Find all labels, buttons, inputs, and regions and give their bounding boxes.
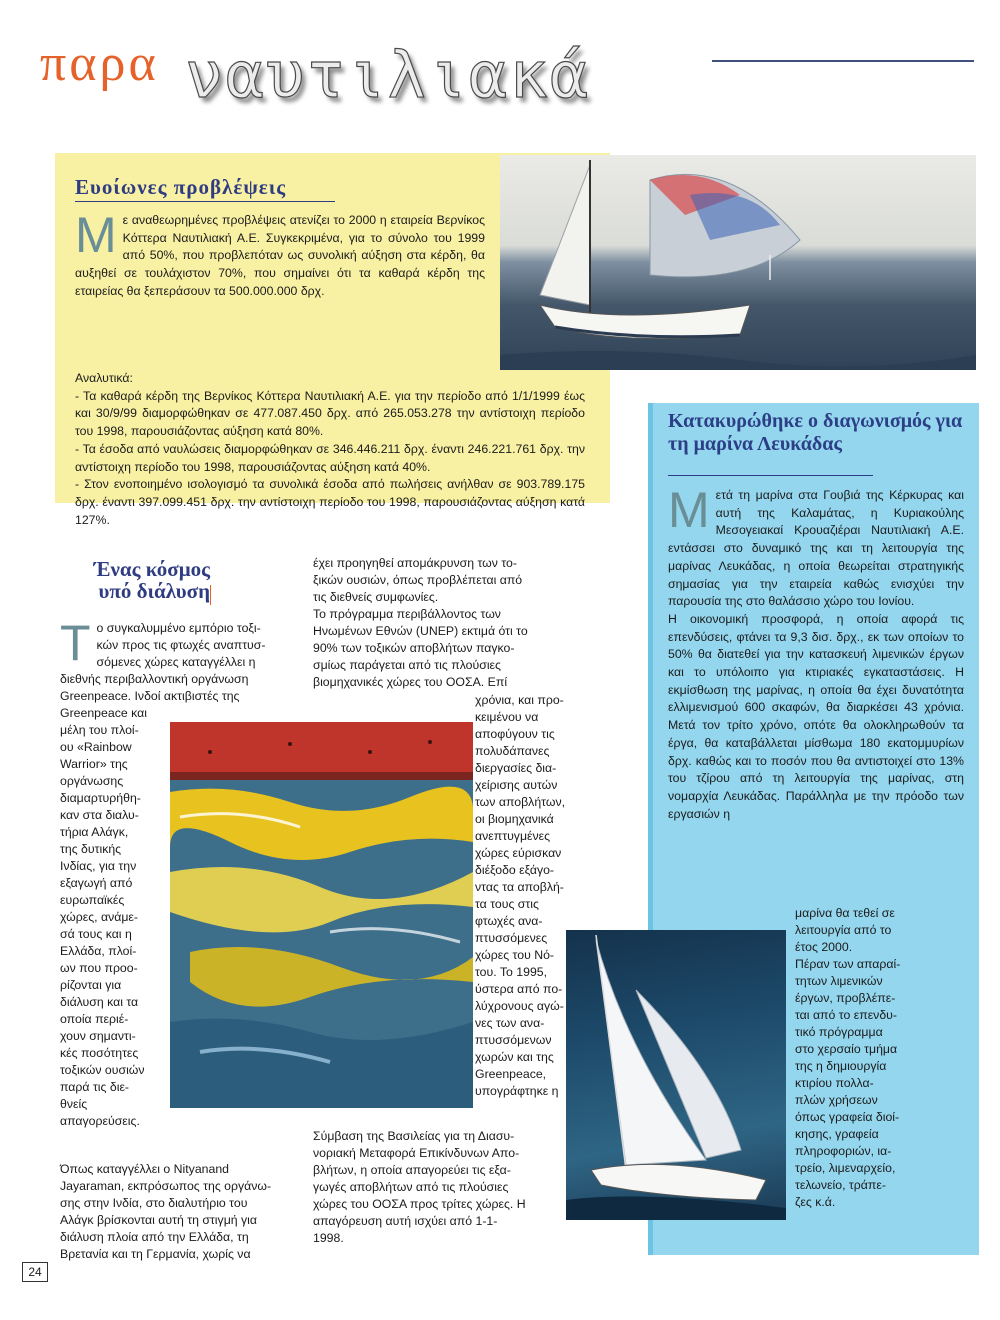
- article3-narrow-line: πλών χρήσεων: [795, 1093, 878, 1107]
- sailboat-illustration-2: [566, 930, 786, 1220]
- article2-col1-line: Αλάγκ βρίσκονται αυτή τη στιγμή για: [60, 1213, 258, 1227]
- sailboat-illustration: [500, 155, 976, 370]
- article2-col2-top: [313, 555, 553, 691]
- article1-title: Ευοίωνες προβλέψεις: [75, 175, 287, 199]
- article2-col1-line: ου «Rainbow: [60, 740, 132, 754]
- article2-col1-line: οργάνωσης: [60, 774, 124, 788]
- article3-narrow-line: κησης, γραφεία: [795, 1127, 879, 1141]
- article3-narrow-line: έργων, προβλέπε-: [795, 991, 896, 1005]
- article2-col2-line: χώρες του ΟΟΣΑ προς τρίτες χώρες. Η: [313, 1197, 526, 1211]
- article2-col1-line: ευρωπαϊκές: [60, 893, 125, 907]
- article2-col2-line: βλήτων, η οποία απαγορεύει τις εξα-: [313, 1163, 511, 1177]
- article2-col2-line: τα τους στις: [475, 897, 539, 911]
- section-title: ναυτιλιακά: [185, 39, 591, 113]
- article3-narrow-line: της η δημιουργία: [795, 1059, 887, 1073]
- article2-col2-line: Ηνωμένων Εθνών (UNEP) εκτιμά ότι το: [313, 624, 528, 638]
- section-title-prefix: παρα: [40, 35, 159, 92]
- article1-dropcap: Μ: [75, 207, 117, 263]
- article2-col2-line: κειμένου να: [475, 710, 539, 724]
- article2-col2-line: ύστερα από πο-: [475, 982, 563, 996]
- article2-col1-line: ων που προο-: [60, 961, 138, 975]
- article2-col2-bottom: [313, 1128, 553, 1247]
- article2-col2-line: ανεπτυγμένες: [475, 829, 551, 843]
- article1-title-rule: [75, 201, 335, 202]
- article3-narrow-line: έτος 2000.: [795, 940, 853, 954]
- article2-col2-line: λύχρονους αγώ-: [475, 999, 564, 1013]
- article2-dropcap: Τ: [60, 615, 91, 671]
- article2-col1-line: σης στην Ινδία, στο διαλυτήριο του: [60, 1196, 248, 1210]
- article2-col1-line: θνείς απαγορεύσεις.: [60, 1097, 140, 1128]
- article2-col1-line: διάλυση και τα: [60, 995, 139, 1009]
- article1-bullet-1: - Τα καθαρά κέρδη της Βερνίκος Κόττερα Ναυτιλιακή Α.Ε. για την περίοδο από 1/1/1999 έως και 30/9/99 διαμορφώθηκαν σε 477.087.450 δρχ. από 265.053.278 την αντίστοιχη περίοδο του 1998, παρουσιάζοντας αύξηση κατά 80%.: [75, 388, 585, 439]
- article3-narrow-line: πληροφοριών, ια-: [795, 1144, 892, 1158]
- article2-title-rule: [210, 585, 211, 605]
- article2-col2-line: χωρών και της: [475, 1050, 554, 1064]
- sailboat-photo-white-sails: [566, 930, 786, 1220]
- article2-col2-line: πτυσσόμενες: [475, 931, 548, 945]
- article2-col1-line: διεθνής περιβαλλοντική οργάνωση: [60, 672, 249, 686]
- article2-col1-line: χώρες, ανάμε-: [60, 910, 138, 924]
- article3-narrow-line: στο χερσαίο τμήμα: [795, 1042, 898, 1056]
- water-reflection-photo: [170, 722, 473, 1108]
- article2-col2-line: διεργασίες δια-: [475, 761, 557, 775]
- article2-col1-line: Το συγκαλυμμένο εμπόριο τοξι-: [60, 615, 261, 671]
- article2-col1-line: σόμενες χώρες καταγγέλλει η: [96, 655, 256, 669]
- article1-details: [75, 370, 585, 529]
- article2-col2-line: σμίως παράγεται από τις πλούσιες: [313, 658, 501, 672]
- article2-col1-line: ρίζονται για: [60, 978, 122, 992]
- article3-title: Κατακυρώθηκε ο διαγωνισμός για τη μαρίνα Λευκάδας: [668, 410, 963, 455]
- article2-col2-line: φτωχές ανα-: [475, 914, 543, 928]
- article2-col1-line: κές ποσότητες: [60, 1046, 139, 1060]
- article2-col1-line: διαμαρτυρήθη-: [60, 791, 141, 805]
- article2-col1-line: Greenpeace. Ινδοί ακτιβιστές της: [60, 689, 240, 703]
- article1-bullet-2: - Τα έσοδα από ναυλώσεις διαμορφώθηκαν σε 346.446.211 δρχ. έναντι 246.221.761 δρχ. την αντίστοιχη περίοδο του 1998, παρουσιάζοντας αύξηση κατά 40%.: [75, 441, 585, 474]
- article2-col1-line: καν στα διαλυ-: [60, 808, 139, 822]
- article2-col1-line: παρά τις διε-: [60, 1080, 130, 1094]
- article2-col1-line: Greenpeace και: [60, 706, 147, 720]
- article2-col2-line: νες των ανα-: [475, 1016, 545, 1030]
- water-reflection-illustration: [170, 722, 473, 1108]
- article2-col2-line: πτυσσόμενων: [475, 1033, 552, 1047]
- article2-col2-line: γωγές αποβλήτων από τις πλούσιες: [313, 1180, 509, 1194]
- header-rule: [712, 60, 974, 62]
- article2-col1-line: σά τους και η: [60, 927, 132, 941]
- article3-narrow-line: μαρίνα θα τεθεί σε: [795, 906, 895, 920]
- article1-lead: [75, 207, 485, 301]
- article2-col2-line: πολυδάπανες: [475, 744, 550, 758]
- article2-col1-line: Βρετανία και τη Γερμανία, χωρίς να: [60, 1247, 251, 1261]
- article2-col1-line: χουν σημαντι-: [60, 1029, 136, 1043]
- article2-col1-bottom: [60, 1161, 300, 1263]
- article2-col2-line: χώρες εύρισκαν: [475, 846, 562, 860]
- article2-col2-line: βιομηχανικές χώρες του ΟΟΣΑ. Επί: [313, 675, 508, 689]
- article2-col2-line: του. Το 1995,: [475, 965, 548, 979]
- article3-dropcap: Μ: [668, 482, 710, 538]
- page-number: 24: [22, 1262, 48, 1282]
- article3-para-1: ετά τη μαρίνα στα Γουβιά της Κέρκυρας και αυτή της Καλαμάτας, η Κυριακούλης Μεσογειακαί Κρουαζιέραι Ναυτιλιακή Α.Ε. εντάσσει στο δυναμικό της και τη λειτουργία της μαρίνας Λευκάδας, η οποία θεωρείται στρατηγικής σημασίας για την εταιρεία καθώς ενισχύει την παρουσία της στο θαλάσσιο χώρο του Ιονίου.: [668, 488, 964, 609]
- article2-col2-line: υπογράφτηκε η: [475, 1084, 559, 1098]
- article2-col1-top: [60, 615, 300, 705]
- article3-title-rule: [668, 475, 873, 476]
- article3-narrow-line: κτιρίου πολλα-: [795, 1076, 874, 1090]
- article2-col2-line: χρόνια, και προ-: [475, 693, 564, 707]
- article2-title-line2: υπό διάλυση: [98, 579, 210, 603]
- article2-col2-line: ντας τα αποβλή-: [475, 880, 564, 894]
- article2-col2-line: των αποβλήτων,: [475, 795, 566, 809]
- article2-col2-line: διέξοδο εξάγο-: [475, 863, 555, 877]
- article2-col2-line: 90% των τοξικών αποβλήτων παγκο-: [313, 641, 515, 655]
- article3-para-2: Η οικονομική προσφορά, η οποία αφορά τις επενδύσεις, φτάνει τα 9,3 δισ. δρχ., εκ των οποίων το 50% θα διατεθεί για την κατασκευή λιμενικών έργων και το υπόλοιπο για κτιριακές εγκαταστάσεις. Η εκμίσθωση της μαρίνας, η οποία θα έχει δυνατότητα ελλιμενισμού 600 σκαφών, θα διαρκέσει 43 χρόνια. Μετά τον τρίτο χρόνο, οπότε θα ολοκληρωθούν τα έργα, θα καταβάλλεται μίσθωμα 180 εκατομμυρίων δρχ. καθώς και το ποσόν που θα αντιστοιχεί στο 13% του τζίρου από τη λειτουργία της μαρίνας, στη νομαρχία Λευκάδας. Παράλληλα με την πρόοδο των εργασιών η: [668, 611, 964, 821]
- article2-col2-line: έχει προηγηθεί απομάκρυνση των το-: [313, 556, 517, 570]
- article2-col1-line: οποία περιέ-: [60, 1012, 129, 1026]
- article1-lead-text: ε αναθεωρημένες προβλέψεις ατενίζει το 2000 η εταιρεία Βερνίκος Κόττερα Ναυτιλιακή Α.Ε. Συγκεκριμένα, για το σύνολο του 1999 από 50%, που προβλεπόταν ως συνολική αύξηση στα κέρδη, θα αυξηθεί σε τουλάχιστον 70%, που σημαίνει ότι τα καθαρά κέρδη της εταιρείας θα ξεπεράσουν τα 500.000.000 δρχ.: [75, 213, 485, 298]
- article3-narrow-line: ται από το επενδυ-: [795, 1008, 897, 1022]
- article2-col1-line: τήρια Αλάγκ,: [60, 825, 129, 839]
- article2-col1-line: διάλυση πλοία από την Ελλάδα, τη: [60, 1230, 249, 1244]
- article2-col1-line: εξαγωγή από: [60, 876, 133, 890]
- article1-analytically: Αναλυτικά:: [75, 371, 133, 385]
- article2-col1-line: της δυτικής: [60, 842, 122, 856]
- article3-narrow-line: τικό πρόγραμμα: [795, 1025, 883, 1039]
- article3-narrow-line: ζες κ.ά.: [795, 1195, 836, 1209]
- article2-col2-line: χώρες του Νό-: [475, 948, 555, 962]
- article2-col2-line: νοριακή Μεταφορά Επικίνδυνων Απο-: [313, 1146, 520, 1160]
- article3-narrow-column: [795, 905, 960, 1211]
- article2-col2-line: ξικών ουσιών, όπως προβλέπεται από: [313, 573, 523, 587]
- article3-narrow-line: τητων λιμενικών: [795, 974, 883, 988]
- article2-col2-line: απαγόρευση αυτή ισχύει από 1-1-: [313, 1214, 498, 1228]
- article2-col1-line: κών προς τις φτωχές αναπτυσ-: [96, 638, 266, 652]
- article2-title: [60, 558, 210, 602]
- sailboat-photo-spinnaker: [500, 155, 976, 370]
- article2-col2-line: Σύμβαση της Βασιλείας για τη Διασυ-: [313, 1129, 515, 1143]
- article2-col1-line: Ινδίας, για την: [60, 859, 137, 873]
- article2-col2-line: τις διεθνείς συμφωνίες.: [313, 590, 439, 604]
- article2-col2-line: αποφύγουν τις: [475, 727, 555, 741]
- article2-col2-line: 1998.: [313, 1231, 344, 1245]
- article2-col2-line: χείρισης αυτών: [475, 778, 558, 792]
- article2-col1-line: Warrior» της: [60, 757, 128, 771]
- article2-col1-line: τοξικών ουσιών: [60, 1063, 145, 1077]
- article2-title-line1: Ένας κόσμος: [93, 557, 210, 581]
- article2-col1-narrow: [60, 705, 168, 1130]
- article2-col2-line: Greenpeace,: [475, 1067, 547, 1081]
- article3-narrow-line: όπως γραφεία διοί-: [795, 1110, 900, 1124]
- article3-narrow-line: τελωνείο, τράπε-: [795, 1178, 886, 1192]
- article3-body: [668, 482, 964, 823]
- article2-col2-line: οι βιομηχανικά: [475, 812, 554, 826]
- article1-bullet-3: - Στον ενοποιημένο ισολογισμό τα συνολικά έσοδα από πωλήσεις ανήλθαν σε 903.789.175 δρχ. έναντι 397.099.451 δρχ. την αντίστοιχη περίοδο του 1998, παρουσιάζοντας αύξηση κατά 127%.: [75, 477, 585, 527]
- article3-narrow-line: τρείο, λιμεναρχείο,: [795, 1161, 896, 1175]
- article2-col1-line: Όπως καταγγέλλει ο Nityanand: [60, 1162, 230, 1176]
- article3-narrow-line: Πέραν των απαραί-: [795, 957, 901, 971]
- article2-col2-line: Το πρόγραμμα περιβάλλοντος των: [313, 607, 501, 621]
- article3-narrow-line: λειτουργία από το: [795, 923, 892, 937]
- article2-col2-narrow: [475, 692, 583, 1100]
- article2-col1-line: μέλη του πλοί-: [60, 723, 139, 737]
- article2-col1-line: Jayaraman, εκπρόσωπος της οργάνω-: [60, 1179, 272, 1193]
- article2-col1-line: Ελλάδα, πλοί-: [60, 944, 137, 958]
